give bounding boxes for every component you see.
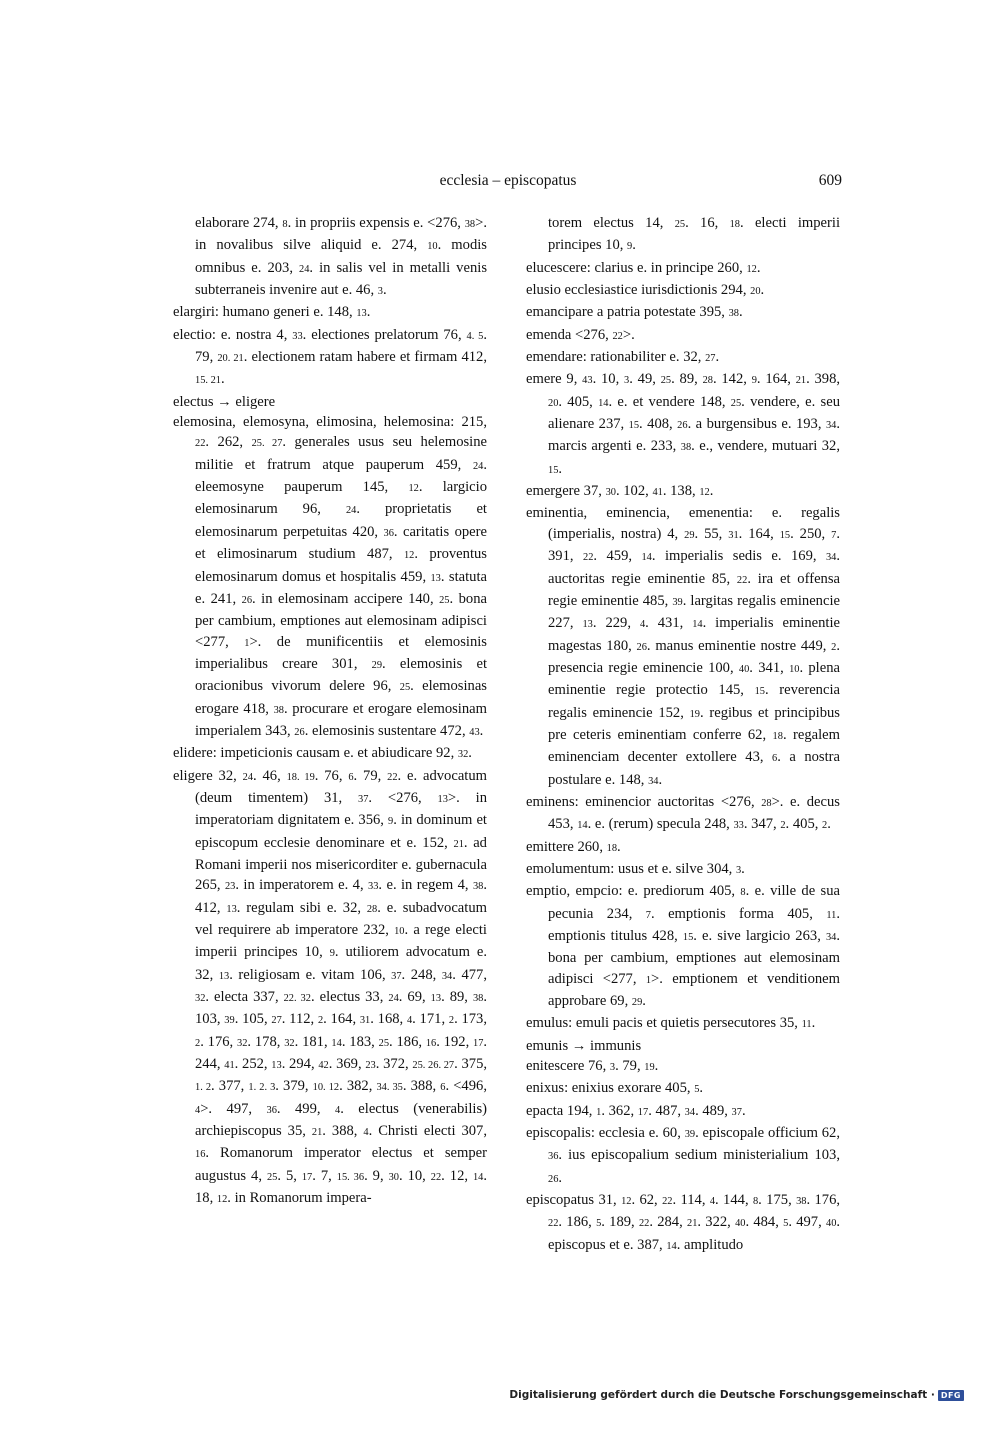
index-entry: eligere 32, 24. 46, 18. 19. 76, 6. 79, 22. e. advocatum (deum timentem) 31, 37. <276, 13>. in imperatoriam dignitatem e. 356, 9. in dominum et episcopum ecclesie denominare et e. 152, 21. ad Romani imperii nos misericorditer e. gubernacula 265, 23. in imperatorem e. 4, 33. e. in regem 4, 38. 412, 13. regulam sibi e. 32, 28. e. subadvocatum vel requirere ab imperatore 232, 10. a rege electi imperii principes 10, 9. utiliorem advocatum e. 32, 13. religiosam e. vitam 106, 37. 248, 34. 477, 32. electa 337, 22. 32. electus 33, 24. 69, 13. 89, 38. 103, 39. 105, 27. 112, 2. 164, 31. 168, 4. 171, 2. 173, 2. 176, 32. 178, 32. 181, 14. 183, 25. 186, 16. 192, 17. 244, 41. 252, 13. 294, 42. 369, 23. 372, 25. 26. 27. 375, 1. 2. 377, 1. 2. 3. 379, 10. 12. 382, 34. 35. 388, 6. <496, 4>. 497, 36. 499, 4. electus (venerabilis) archiepiscopus 35, 21. 388, 4. Christi electi 307, 16. Romanorum imperator electus et semper augustus 4, 25. 5, 17. 7, 15. 36. 9, 30. 10, 22. 12, 14. 18, 12. in Romanorum impera- xyxy=(173,767,488,1207)
index-entry: episcopatus 31, 12. 62, 22. 114, 4. 144, 8. 175, 38. 176, 22. 186, 5. 189, 22. 284, 21. 322, 40. 484, 5. 497, 40. episcopus et e. 387, 14. amplitudo xyxy=(526,1192,841,1253)
index-entry: elemosina, elemosyna, elimosina, helemosina: 215, 22. 262, 25. 27. generales usus seu helemosine militie et fratrum atque pauperum 459, 24. eleemosyne pauperum 145, 12. largicio elemosinarum 96, 24. proprietatis et elemosinarum perpetuitas 420, 36. caritatis opere et elimosinarum studium 487, 12. proventus elemosinarum domus et hospitalis 459, 13. statuta e. 241, 26. in elemosinam accipere 140, 25. bona per cambium, emptiones aut elemosinam adipisci <277, 1>. de munificentiis et elemosinis imperialibus creare 301, 29. elemosinis et oracionibus vivorum delere 96, 25. elemosinas erogare 418, 38. procurare et erogare elemosinam imperialem 343, 26. elemosinis sustentare 472, 43. xyxy=(173,414,487,739)
index-entry: electus → eligere xyxy=(173,393,276,410)
index-entry: elidere: impeticionis causam e. et abiudicare 92, 32. xyxy=(173,745,472,762)
index-entry: emergere 37, 30. 102, 41. 138, 12. xyxy=(526,483,714,500)
index-entry: enixus: enixius exorare 405, 5. xyxy=(526,1080,704,1097)
index-entry: elucescere: clarius e. in principe 260, 12. xyxy=(526,259,761,276)
index-entry: emptio, empcio: e. prediorum 405, 8. e. ville de sua pecunia 234, 7. emptionis forma 405, 11. emptionis titulus 428, 15. e. sive largicio 263, 34. bona per cambium, emptiones aut elemosinam adipisci <277, 1>. emptionem et venditionem approbare 69, 29. xyxy=(526,883,840,1010)
index-entry: eminentia, eminencia, emenentia: e. regalis (imperialis, nostra) 4, 29. 55, 31. 164, 15. 250, 7. 391, 22. 459, 14. imperialis sedis e. 169, 34. auctoritas regie eminentie 85, 22. ira et offensa regie eminentie 485, 39. largitas regalis eminencie 227, 13. 229, 4. 431, 14. imperialis eminentie magestas 180, 26. manus eminentie nostre 449, 2. presencia regie eminencie 100, 40. 341, 10. plena eminentie regie protectio 145, 15. reverencia regalis eminencie 152, 19. regibus et principibus pre ceteris eminentiam conferre 62, 18. regalem eminenciam decenter extollere 43, 6. a nostra postulare e. 148, 34. xyxy=(526,505,841,788)
index-entry: eminens: eminencior auctoritas <276, 28>. e. decus 453, 14. e. (rerum) specula 248, 33. 347, 2. 405, 2. xyxy=(526,793,840,833)
index-entry: elusio ecclesiastice iurisdictionis 294, 20. xyxy=(526,282,765,299)
index-entry: electio: e. nostra 4, 33. electiones prelatorum 76, 4. 5. 79, 20. 21. electionem ratam habere et firmam 412, 15. 21. xyxy=(173,326,487,388)
index-entry: emittere 260, 18. xyxy=(526,838,621,855)
page-header xyxy=(174,172,842,196)
index-entry: episcopalis: ecclesia e. 60, 39. episcopale officium 62, 36. ius episcopalium sedium ministerialium 103, 26. xyxy=(526,1125,840,1186)
footer-text: Digitalisierung gefördert durch die Deutsche Forschungsgemeinschaft · xyxy=(509,1389,935,1401)
index-column-left xyxy=(173,213,487,1210)
index-entry: enitescere 76, 3. 79, 19. xyxy=(526,1058,659,1075)
index-entry: emendare: rationabiliter e. 32, 27. xyxy=(526,349,720,366)
footer-credit xyxy=(509,1389,964,1401)
index-entry: emolumentum: usus et e. silve 304, 3. xyxy=(526,860,745,877)
page-number: 609 xyxy=(818,172,842,189)
index-entry: emenda <276, 22>. xyxy=(526,326,635,343)
index-column-right xyxy=(526,213,840,1257)
index-entry: emunis → immunis xyxy=(526,1037,642,1054)
index-entry: emere 9, 43. 10, 3. 49, 25. 89, 28. 142, 9. 164, 21. 398, 20. 405, 14. e. et vendere 148, 25. vendere, e. seu alienare 237, 15. 408, 26. a burgensibus e. 193, 34. marcis argenti e. 233, 38. e., vendere, mutuari 32, 15. xyxy=(526,371,841,477)
dfg-logo: DFG xyxy=(938,1390,964,1401)
index-entry-continued: elaborare 274, 8. in propriis expensis e. <276, 38>. in novalibus silve aliquid e. 274, 10. modis omnibus e. 203, 24. in salis vel in metalli venis subterraneis invenire aut e. 46, 3. xyxy=(195,215,487,299)
index-entry: elargiri: humano generi e. 148, 13. xyxy=(173,304,371,321)
index-entry: emulus: emuli pacis et quietis persecutores 35, 11. xyxy=(526,1015,816,1032)
index-entry: emancipare a patria potestate 395, 38. xyxy=(526,304,743,321)
index-entry-continued: torem electus 14, 25. 16, 18. electi imperii principes 10, 9. xyxy=(548,215,840,254)
running-head: ecclesia – episcopatus xyxy=(439,172,577,189)
index-entry: epacta 194, 1. 362, 17. 487, 34. 489, 37. xyxy=(526,1102,746,1119)
